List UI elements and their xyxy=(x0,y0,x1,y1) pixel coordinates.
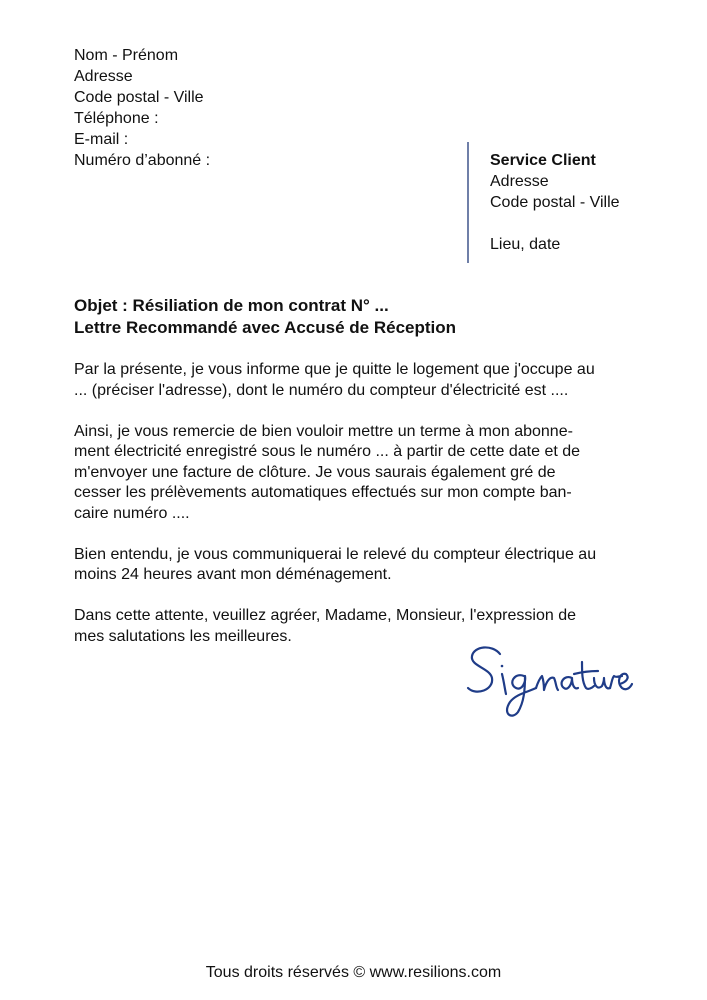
text-line: moins 24 heures avant mon déménagement. xyxy=(74,566,392,583)
paragraph-termination-request xyxy=(74,422,636,525)
sender-phone: Téléphone : xyxy=(74,110,159,127)
text-line: m'envoyer une facture de clôture. Je vous saurais également gré de xyxy=(74,463,556,481)
footer-copyright: Tous droits réservés © www.resilions.com xyxy=(205,964,502,981)
text-line: mes salutations les meilleures. xyxy=(74,627,292,645)
letter-body xyxy=(74,360,636,668)
recipient-divider xyxy=(467,142,469,263)
recipient-block xyxy=(490,150,620,255)
sender-name: Nom - Prénom xyxy=(74,47,179,64)
recipient-postal-city: Code postal - Ville xyxy=(490,194,620,211)
subject-line: Objet : Résiliation de mon contrat N° ... xyxy=(74,296,389,315)
paragraph-move-out xyxy=(74,360,636,401)
sender-block xyxy=(74,45,210,171)
registered-mail-line: Lettre Recommandé avec Accusé de Réception xyxy=(74,318,457,337)
paragraph-meter-reading xyxy=(74,545,636,586)
text-line: caire numéro .... xyxy=(74,504,190,522)
recipient-address: Adresse xyxy=(490,173,549,190)
handwritten-signature xyxy=(462,636,637,718)
text-line: Bien entendu, je vous communiquerai le relevé du compteur électrique au xyxy=(74,545,597,563)
sender-email: E-mail : xyxy=(74,131,129,148)
text-line: ... (préciser l'adresse), dont le numéro du compteur d'électricité est .... xyxy=(74,381,569,399)
text-line: cesser les prélèvements automatiques effectués sur mon compte ban- xyxy=(74,484,572,501)
sender-address: Adresse xyxy=(74,68,133,85)
text-line: Ainsi, je vous remercie de bien vouloir mettre un terme à mon abonne- xyxy=(74,422,573,440)
sender-postal-city: Code postal - Ville xyxy=(74,89,204,106)
text-line: ment électricité enregistré sous le numéro ... à partir de cette date et de xyxy=(74,443,581,460)
text-line: Par la présente, je vous informe que je quitte le logement que j'occupe au xyxy=(74,361,595,378)
place-date: Lieu, date xyxy=(490,236,561,253)
sender-subscriber-number: Numéro d’abonné : xyxy=(74,152,211,169)
text-line: Dans cette attente, veuillez agréer, Madame, Monsieur, l'expression de xyxy=(74,607,576,624)
recipient-name: Service Client xyxy=(490,152,596,169)
subject-block xyxy=(74,295,456,339)
